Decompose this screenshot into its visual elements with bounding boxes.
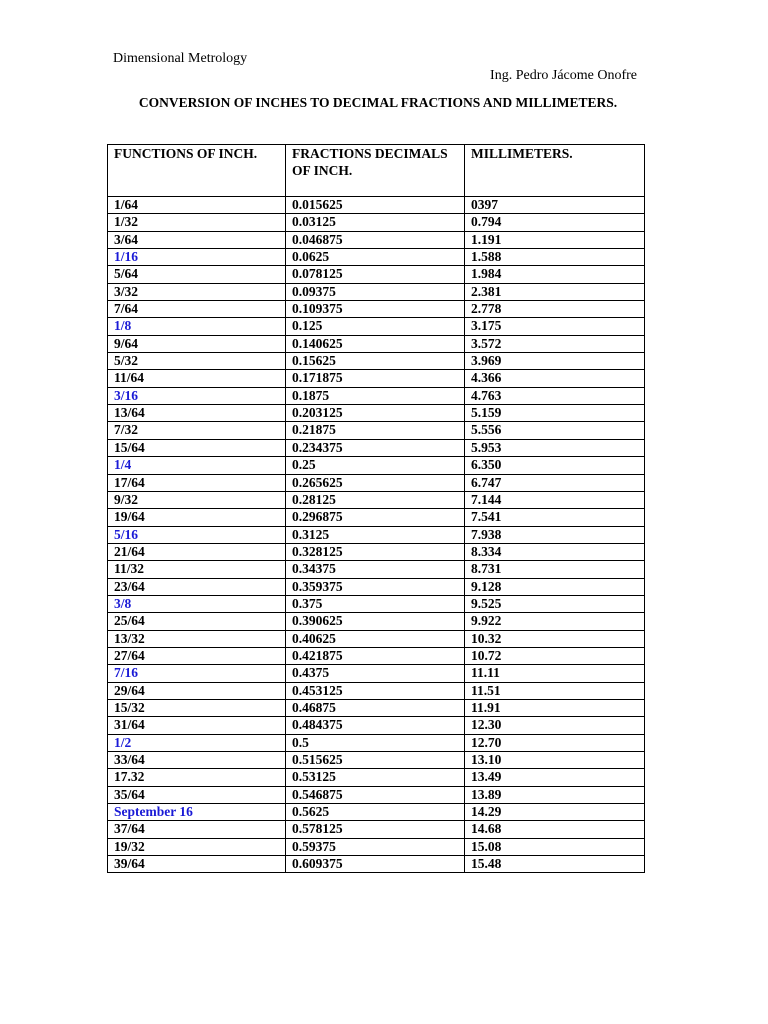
column-header-decimal: FRACTIONS DECIMALS OF INCH. (286, 145, 465, 197)
conversion-table (107, 144, 645, 873)
decimal-cell: 0.3125 (286, 526, 465, 543)
table-row (108, 786, 645, 803)
millimeters-cell: 13.49 (465, 769, 645, 786)
fraction-cell: 19/64 (108, 509, 286, 526)
document-subject: Dimensional Metrology (113, 51, 248, 66)
fraction-cell: 3/16 (108, 387, 286, 404)
millimeters-cell: 5.556 (465, 422, 645, 439)
fraction-cell: September 16 (108, 804, 286, 821)
table-row (108, 734, 645, 751)
millimeters-cell: 14.29 (465, 804, 645, 821)
decimal-cell: 0.390625 (286, 613, 465, 630)
table-row (108, 422, 645, 439)
millimeters-cell: 3.175 (465, 318, 645, 335)
millimeters-cell: 2.778 (465, 301, 645, 318)
decimal-cell: 0.078125 (286, 266, 465, 283)
millimeters-cell: 11.51 (465, 682, 645, 699)
decimal-cell: 0.21875 (286, 422, 465, 439)
table-row (108, 717, 645, 734)
decimal-cell: 0.109375 (286, 301, 465, 318)
decimal-cell: 0.359375 (286, 578, 465, 595)
millimeters-cell: 3.969 (465, 353, 645, 370)
decimal-cell: 0.421875 (286, 647, 465, 664)
millimeters-cell: 6.350 (465, 457, 645, 474)
fraction-cell: 5/32 (108, 353, 286, 370)
table-row (108, 457, 645, 474)
fraction-cell: 25/64 (108, 613, 286, 630)
table-row (108, 474, 645, 491)
table-row (108, 491, 645, 508)
decimal-cell: 0.15625 (286, 353, 465, 370)
fraction-cell: 3/8 (108, 595, 286, 612)
fraction-cell: 31/64 (108, 717, 286, 734)
fraction-cell: 27/64 (108, 647, 286, 664)
fraction-cell: 3/64 (108, 231, 286, 248)
table-row (108, 266, 645, 283)
millimeters-cell: 13.10 (465, 752, 645, 769)
decimal-cell: 0.609375 (286, 856, 465, 873)
table-row (108, 509, 645, 526)
document-author: Ing. Pedro Jácome Onofre (490, 68, 637, 83)
decimal-cell: 0.09375 (286, 283, 465, 300)
millimeters-cell: 9.128 (465, 578, 645, 595)
millimeters-cell: 13.89 (465, 786, 645, 803)
table-body (108, 197, 645, 873)
table-row (108, 595, 645, 612)
fraction-cell: 3/32 (108, 283, 286, 300)
millimeters-cell: 11.91 (465, 699, 645, 716)
decimal-cell: 0.171875 (286, 370, 465, 387)
page-title: CONVERSION OF INCHES TO DECIMAL FRACTIONS AND MILLIMETERS. (138, 95, 618, 110)
decimal-cell: 0.046875 (286, 231, 465, 248)
decimal-cell: 0.140625 (286, 335, 465, 352)
table-row (108, 353, 645, 370)
decimal-cell: 0.453125 (286, 682, 465, 699)
table-row (108, 804, 645, 821)
decimal-cell: 0.125 (286, 318, 465, 335)
table-row (108, 387, 645, 404)
fraction-cell: 1/8 (108, 318, 286, 335)
fraction-cell: 9/64 (108, 335, 286, 352)
millimeters-cell: 8.731 (465, 561, 645, 578)
column-header-millimeters: MILLIMETERS. (465, 145, 645, 197)
decimal-cell: 0.375 (286, 595, 465, 612)
table-row (108, 318, 645, 335)
millimeters-cell: 0397 (465, 197, 645, 214)
decimal-cell: 0.484375 (286, 717, 465, 734)
decimal-cell: 0.5625 (286, 804, 465, 821)
decimal-cell: 0.28125 (286, 491, 465, 508)
millimeters-cell: 10.72 (465, 647, 645, 664)
millimeters-cell: 7.144 (465, 491, 645, 508)
millimeters-cell: 4.366 (465, 370, 645, 387)
millimeters-cell: 1.984 (465, 266, 645, 283)
decimal-cell: 0.25 (286, 457, 465, 474)
decimal-cell: 0.265625 (286, 474, 465, 491)
fraction-cell: 1/32 (108, 214, 286, 231)
fraction-cell: 5/16 (108, 526, 286, 543)
millimeters-cell: 6.747 (465, 474, 645, 491)
table-row (108, 838, 645, 855)
millimeters-cell: 7.938 (465, 526, 645, 543)
millimeters-cell: 10.32 (465, 630, 645, 647)
fraction-cell: 17.32 (108, 769, 286, 786)
table-row (108, 526, 645, 543)
fraction-cell: 17/64 (108, 474, 286, 491)
fraction-cell: 35/64 (108, 786, 286, 803)
decimal-cell: 0.515625 (286, 752, 465, 769)
millimeters-cell: 2.381 (465, 283, 645, 300)
table-row (108, 821, 645, 838)
millimeters-cell: 12.70 (465, 734, 645, 751)
table-row (108, 283, 645, 300)
decimal-cell: 0.59375 (286, 838, 465, 855)
fraction-cell: 23/64 (108, 578, 286, 595)
millimeters-cell: 1.191 (465, 231, 645, 248)
decimal-cell: 0.296875 (286, 509, 465, 526)
decimal-cell: 0.4375 (286, 665, 465, 682)
millimeters-cell: 14.68 (465, 821, 645, 838)
table-row (108, 335, 645, 352)
table-row (108, 682, 645, 699)
decimal-cell: 0.1875 (286, 387, 465, 404)
fraction-cell: 11/32 (108, 561, 286, 578)
fraction-cell: 29/64 (108, 682, 286, 699)
fraction-cell: 39/64 (108, 856, 286, 873)
table-row (108, 630, 645, 647)
table-row (108, 197, 645, 214)
table-row (108, 543, 645, 560)
decimal-cell: 0.546875 (286, 786, 465, 803)
fraction-cell: 15/64 (108, 439, 286, 456)
fraction-cell: 7/16 (108, 665, 286, 682)
decimal-cell: 0.34375 (286, 561, 465, 578)
fraction-cell: 37/64 (108, 821, 286, 838)
table-row (108, 231, 645, 248)
millimeters-cell: 3.572 (465, 335, 645, 352)
fraction-cell: 1/64 (108, 197, 286, 214)
millimeters-cell: 0.794 (465, 214, 645, 231)
millimeters-cell: 7.541 (465, 509, 645, 526)
fraction-cell: 7/32 (108, 422, 286, 439)
decimal-cell: 0.234375 (286, 439, 465, 456)
fraction-cell: 1/4 (108, 457, 286, 474)
decimal-cell: 0.203125 (286, 405, 465, 422)
millimeters-cell: 9.525 (465, 595, 645, 612)
fraction-cell: 7/64 (108, 301, 286, 318)
fraction-cell: 15/32 (108, 699, 286, 716)
decimal-cell: 0.03125 (286, 214, 465, 231)
decimal-cell: 0.015625 (286, 197, 465, 214)
decimal-cell: 0.53125 (286, 769, 465, 786)
table-row (108, 856, 645, 873)
table-row (108, 752, 645, 769)
fraction-cell: 33/64 (108, 752, 286, 769)
decimal-cell: 0.0625 (286, 249, 465, 266)
millimeters-cell: 1.588 (465, 249, 645, 266)
table-row (108, 249, 645, 266)
fraction-cell: 19/32 (108, 838, 286, 855)
table-row (108, 647, 645, 664)
table-row (108, 214, 645, 231)
table-row (108, 561, 645, 578)
table-row (108, 405, 645, 422)
fraction-cell: 11/64 (108, 370, 286, 387)
table-row (108, 769, 645, 786)
table-row (108, 699, 645, 716)
decimal-cell: 0.328125 (286, 543, 465, 560)
millimeters-cell: 5.159 (465, 405, 645, 422)
fraction-cell: 13/32 (108, 630, 286, 647)
millimeters-cell: 9.922 (465, 613, 645, 630)
millimeters-cell: 5.953 (465, 439, 645, 456)
decimal-cell: 0.46875 (286, 699, 465, 716)
table-row (108, 578, 645, 595)
fraction-cell: 21/64 (108, 543, 286, 560)
millimeters-cell: 12.30 (465, 717, 645, 734)
decimal-cell: 0.40625 (286, 630, 465, 647)
table-row (108, 439, 645, 456)
table-row (108, 613, 645, 630)
fraction-cell: 1/2 (108, 734, 286, 751)
millimeters-cell: 8.334 (465, 543, 645, 560)
table-header-row (108, 145, 645, 197)
decimal-cell: 0.5 (286, 734, 465, 751)
fraction-cell: 1/16 (108, 249, 286, 266)
fraction-cell: 13/64 (108, 405, 286, 422)
table-row (108, 301, 645, 318)
fraction-cell: 9/32 (108, 491, 286, 508)
millimeters-cell: 15.48 (465, 856, 645, 873)
table-row (108, 665, 645, 682)
millimeters-cell: 11.11 (465, 665, 645, 682)
fraction-cell: 5/64 (108, 266, 286, 283)
millimeters-cell: 4.763 (465, 387, 645, 404)
column-header-fraction: FUNCTIONS OF INCH. (108, 145, 286, 197)
table-row (108, 370, 645, 387)
millimeters-cell: 15.08 (465, 838, 645, 855)
decimal-cell: 0.578125 (286, 821, 465, 838)
